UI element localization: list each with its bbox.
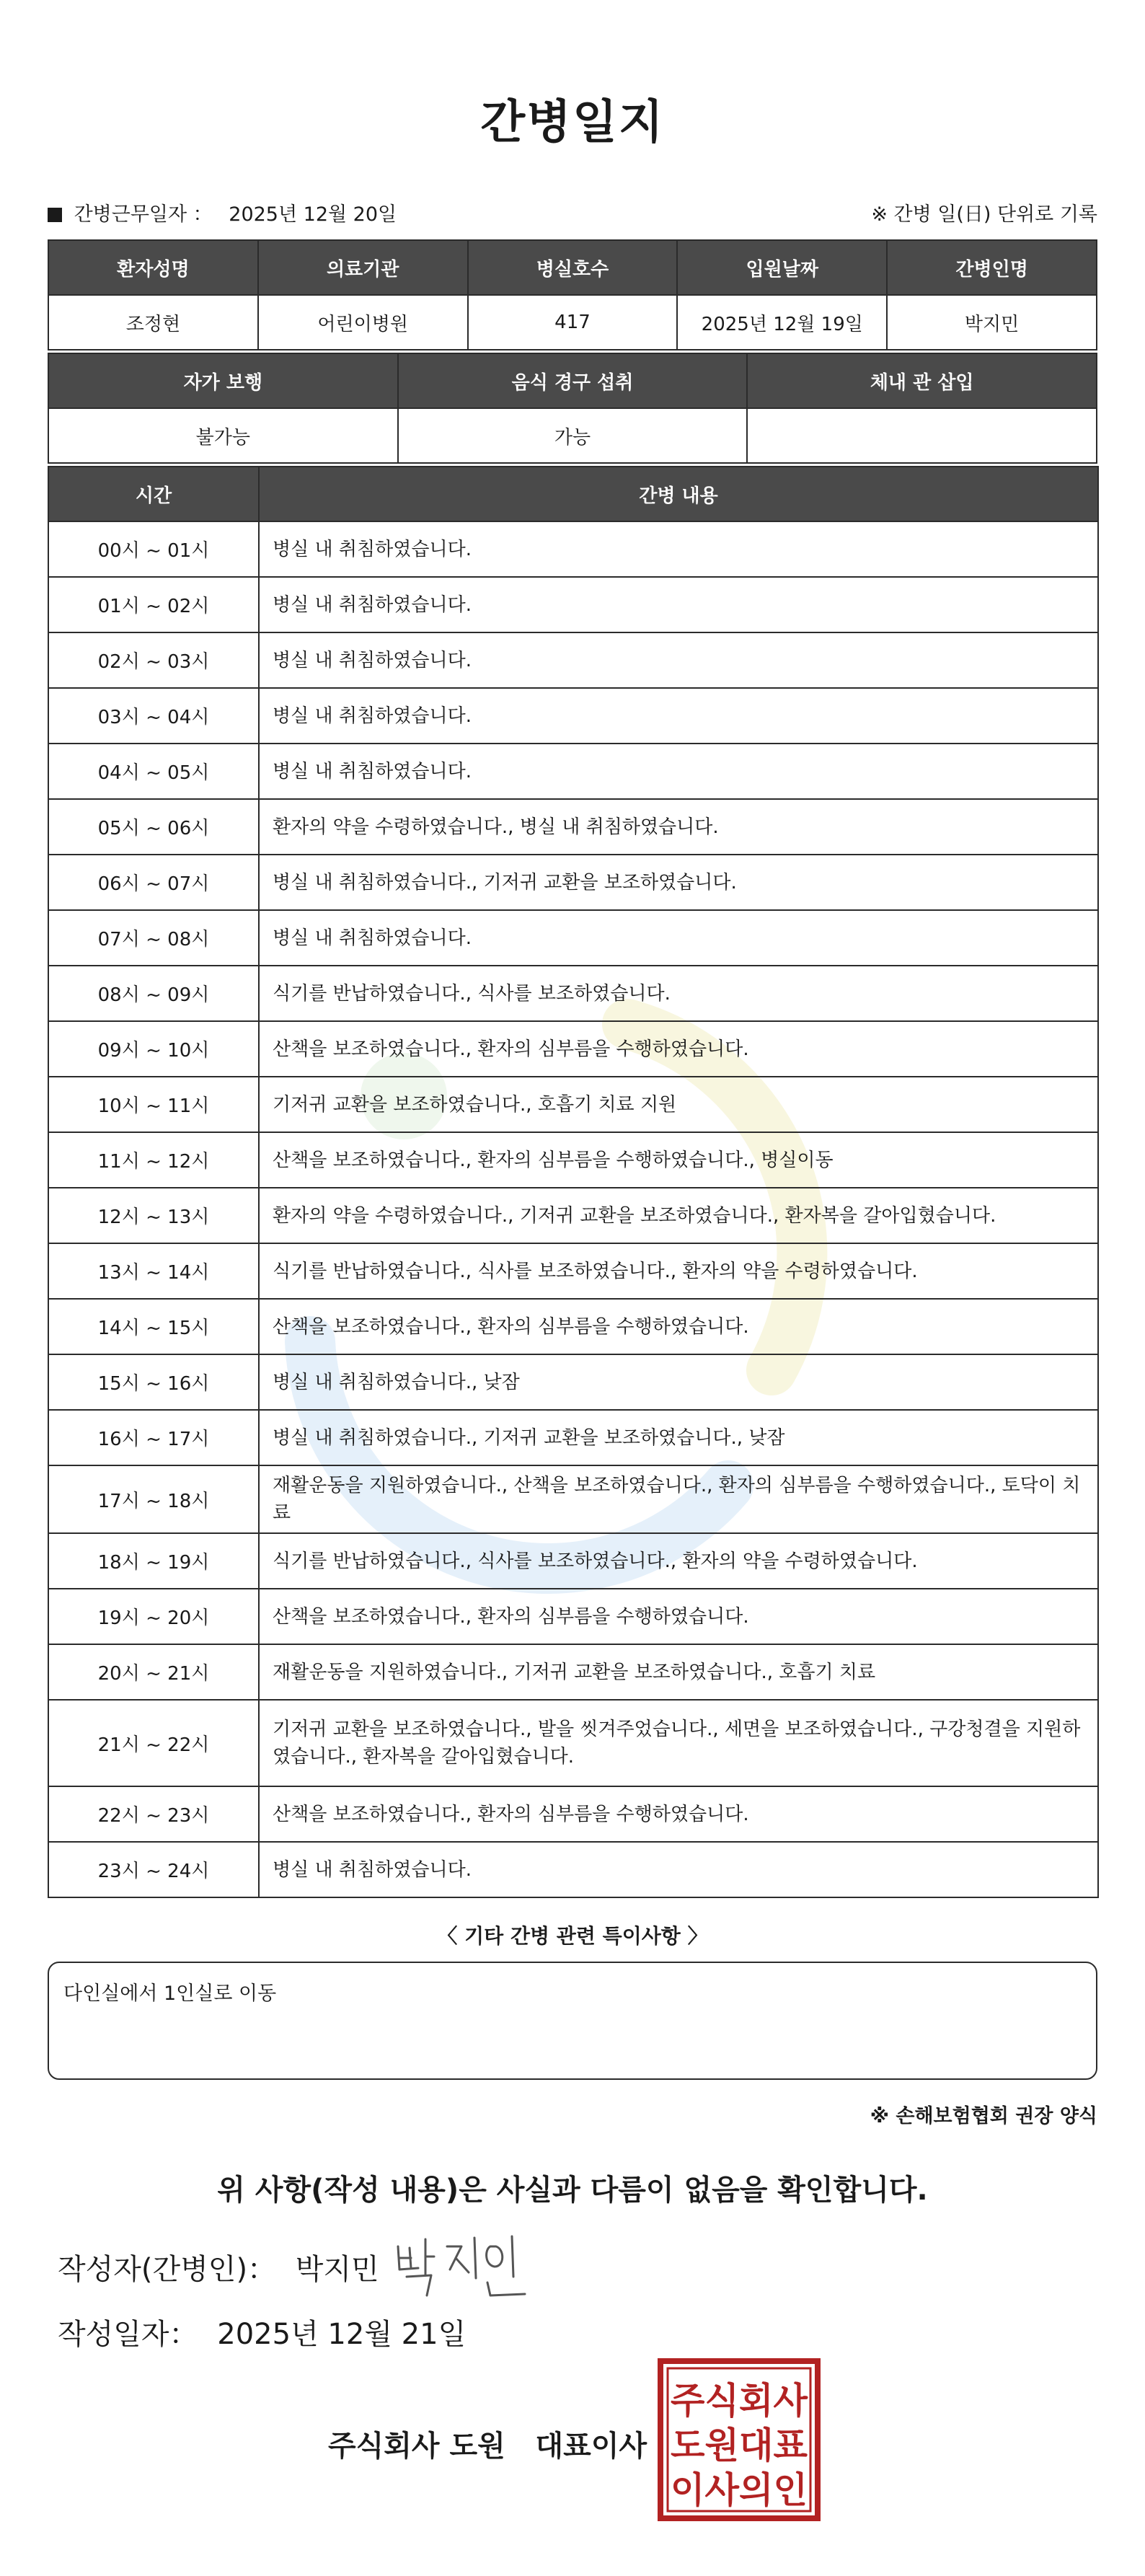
time-slot: 01시 ~ 02시: [48, 577, 259, 632]
header-caregiver-name: 간병인명: [887, 240, 1097, 295]
header-oral-intake: 음식 경구 섭취: [398, 353, 748, 408]
header-admission-date: 입원날짜: [677, 240, 887, 295]
patient-name: 조정현: [48, 295, 258, 350]
care-content: 병실 내 취침하였습니다.: [259, 632, 1098, 688]
care-content: 병실 내 취침하였습니다.: [259, 688, 1098, 744]
time-slot: 15시 ~ 16시: [48, 1354, 259, 1410]
written-date-value: 2025년 12월 21일: [217, 2318, 467, 2351]
time-slot: 19시 ~ 20시: [48, 1589, 259, 1644]
time-slot: 14시 ~ 15시: [48, 1299, 259, 1354]
tube-insertion-value: [747, 408, 1097, 463]
company-representative: 주식회사 도원 대표이사: [328, 2430, 647, 2463]
care-content: 병실 내 취침하였습니다.: [259, 744, 1098, 799]
hospital-name: 어린이병원: [258, 295, 468, 350]
header-hospital: 의료기관: [258, 240, 468, 295]
care-content: 식기를 반납하였습니다., 식사를 보조하였습니다., 환자의 약을 수령하였습니다.: [259, 1243, 1098, 1299]
care-log-table: [48, 466, 1099, 1898]
care-content: 병실 내 취침하였습니다., 기저귀 교환을 보조하였습니다., 낮잠: [259, 1410, 1098, 1465]
time-slot: 09시 ~ 10시: [48, 1021, 259, 1077]
table-row: [48, 1644, 1098, 1700]
work-date-value: 2025년 12월 20일: [229, 203, 397, 226]
table-row: [48, 1188, 1098, 1243]
header-self-walking: 자가 보행: [48, 353, 398, 408]
time-slot: 18시 ~ 19시: [48, 1533, 259, 1589]
table-row: [48, 1410, 1098, 1465]
care-content: 재활운동을 지원하였습니다., 산책을 보조하였습니다., 환자의 심부름을 수행하였습니다., 토닥이 치료: [259, 1465, 1098, 1533]
table-row: [48, 1021, 1098, 1077]
care-content: 병실 내 취침하였습니다.: [259, 521, 1098, 577]
document-title: 간병일지: [480, 96, 665, 149]
time-slot: 23시 ~ 24시: [48, 1842, 259, 1897]
care-content: 병실 내 취침하였습니다.: [259, 910, 1098, 966]
care-content: 병실 내 취침하였습니다., 기저귀 교환을 보조하였습니다.: [259, 855, 1098, 910]
table-row: [48, 1533, 1098, 1589]
header-tube-insertion: 체내 관 삽입: [747, 353, 1097, 408]
patient-status-table: [48, 353, 1097, 464]
oral-intake-value: 가능: [398, 408, 748, 463]
time-slot: 12시 ~ 13시: [48, 1188, 259, 1243]
care-content: 재활운동을 지원하였습니다., 기저귀 교환을 보조하였습니다., 호흡기 치료: [259, 1644, 1098, 1700]
time-slot: 05시 ~ 06시: [48, 799, 259, 855]
table-row: [48, 966, 1098, 1021]
notes-text: 다인실에서 1인실로 이동: [63, 1982, 277, 2005]
time-slot: 17시 ~ 18시: [48, 1465, 259, 1533]
time-slot: 16시 ~ 17시: [48, 1410, 259, 1465]
room-number: 417: [468, 295, 678, 350]
header-time: 시간: [48, 467, 259, 521]
header-patient-name: 환자성명: [48, 240, 258, 295]
care-content: 산책을 보조하였습니다., 환자의 심부름을 수행하였습니다.: [259, 1021, 1098, 1077]
caregiver-name: 박지민: [887, 295, 1097, 350]
svg-text:도원대표: 도원대표: [671, 2425, 808, 2466]
care-content: 병실 내 취침하였습니다.: [259, 1842, 1098, 1897]
table-row: [48, 1465, 1098, 1533]
work-date-row: [48, 198, 1097, 227]
writer-name: 박지민: [295, 2253, 379, 2286]
time-slot: 04시 ~ 05시: [48, 744, 259, 799]
time-slot: 20시 ~ 21시: [48, 1644, 259, 1700]
unit-note: ※ 간병 일(日) 단위로 기록: [871, 203, 1097, 226]
time-slot: 00시 ~ 01시: [48, 521, 259, 577]
time-slot: 02시 ~ 03시: [48, 632, 259, 688]
time-slot: 07시 ~ 08시: [48, 910, 259, 966]
table-row: [48, 1700, 1098, 1786]
table-row: [48, 910, 1098, 966]
care-content: 산책을 보조하였습니다., 환자의 심부름을 수행하였습니다.: [259, 1589, 1098, 1644]
table-row: [48, 1132, 1098, 1188]
care-content: 기저귀 교환을 보조하였습니다., 호흡기 치료 지원: [259, 1077, 1098, 1132]
written-date-line: [58, 2311, 466, 2352]
care-content: 식기를 반납하였습니다., 식사를 보조하였습니다., 환자의 약을 수령하였습니다.: [259, 1533, 1098, 1589]
time-slot: 21시 ~ 22시: [48, 1700, 259, 1786]
care-content: 환자의 약을 수령하였습니다., 병실 내 취침하였습니다.: [259, 799, 1098, 855]
time-slot: 03시 ~ 04시: [48, 688, 259, 744]
care-content: 산책을 보조하였습니다., 환자의 심부름을 수행하였습니다.: [259, 1786, 1098, 1842]
table-row: [48, 1786, 1098, 1842]
table-row: [48, 1243, 1098, 1299]
header-care-content: 간병 내용: [259, 467, 1098, 521]
time-slot: 10시 ~ 11시: [48, 1077, 259, 1132]
handwritten-signature: [389, 2225, 534, 2304]
company-seal-stamp: [656, 2357, 822, 2523]
table-row: [48, 1077, 1098, 1132]
time-slot: 11시 ~ 12시: [48, 1132, 259, 1188]
care-content: 식기를 반납하였습니다., 식사를 보조하였습니다.: [259, 966, 1098, 1021]
square-bullet-icon: [48, 208, 62, 222]
time-slot: 13시 ~ 14시: [48, 1243, 259, 1299]
admission-date: 2025년 12월 19일: [677, 295, 887, 350]
table-row: [48, 632, 1098, 688]
self-walking-value: 불가능: [48, 408, 398, 463]
table-row: [48, 1842, 1098, 1897]
table-row: [48, 577, 1098, 632]
notes-title: 〈 기타 간병 관련 특이사항 〉: [437, 1924, 708, 1948]
svg-text:주식회사: 주식회사: [671, 2380, 808, 2422]
care-content: 기저귀 교환을 보조하였습니다., 발을 씻겨주었습니다., 세면을 보조하였습니다., 구강청결을 지원하였습니다., 환자복을 갈아입혔습니다.: [259, 1700, 1098, 1786]
work-date-label: 간병근무일자 ：: [74, 203, 213, 226]
svg-text:이사의인: 이사의인: [671, 2469, 808, 2511]
table-row: [48, 799, 1098, 855]
time-slot: 22시 ~ 23시: [48, 1786, 259, 1842]
writer-line: [58, 2246, 379, 2288]
patient-info-table: [48, 239, 1097, 350]
care-content: 환자의 약을 수령하였습니다., 기저귀 교환을 보조하였습니다., 환자복을 갈아입혔습니다.: [259, 1188, 1098, 1243]
written-date-label: 작성일자：: [58, 2318, 198, 2351]
notes-box: [48, 1962, 1097, 2080]
confirmation-statement: 위 사항(작성 내용)은 사실과 다름이 없음을 확인합니다.: [217, 2174, 928, 2207]
insurance-form-note: ※ 손해보험협회 권장 양식: [870, 2105, 1097, 2127]
time-slot: 06시 ~ 07시: [48, 855, 259, 910]
table-row: [48, 855, 1098, 910]
time-slot: 08시 ~ 09시: [48, 966, 259, 1021]
table-row: [48, 1354, 1098, 1410]
care-content: 병실 내 취침하였습니다.: [259, 577, 1098, 632]
care-content: 산책을 보조하였습니다., 환자의 심부름을 수행하였습니다.: [259, 1299, 1098, 1354]
table-row: [48, 744, 1098, 799]
table-row: [48, 1299, 1098, 1354]
care-content: 병실 내 취침하였습니다., 낮잠: [259, 1354, 1098, 1410]
table-row: [48, 521, 1098, 577]
header-room-number: 병실호수: [468, 240, 678, 295]
table-row: [48, 1589, 1098, 1644]
table-row: [48, 688, 1098, 744]
care-content: 산책을 보조하였습니다., 환자의 심부름을 수행하였습니다., 병실이동: [259, 1132, 1098, 1188]
writer-label: 작성자(간병인)：: [58, 2253, 277, 2286]
